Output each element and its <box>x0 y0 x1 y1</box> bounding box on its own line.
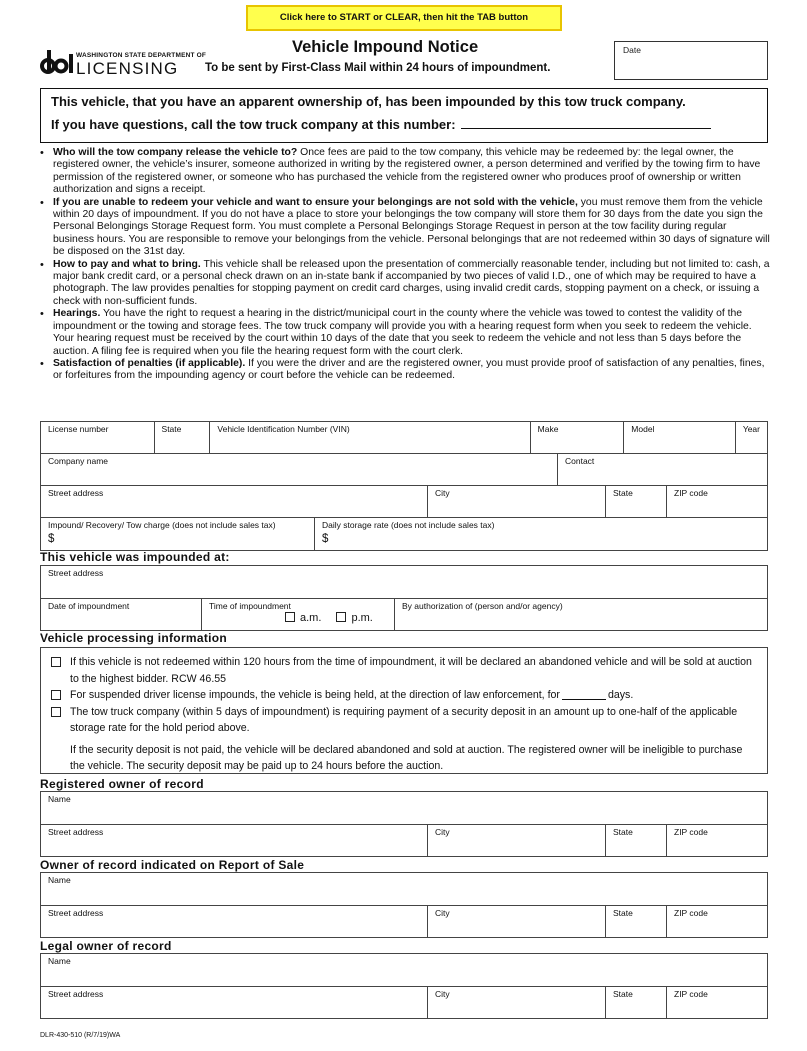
impound-location-table <box>40 565 768 599</box>
contact-field[interactable]: Contact <box>558 454 768 486</box>
model-field[interactable]: Model <box>624 422 736 454</box>
impound-time-field[interactable]: Time of impoundment a.m. p.m. <box>202 599 395 631</box>
zip-field[interactable]: ZIP code <box>667 486 768 518</box>
impound-date-field[interactable]: Date of impoundment <box>41 599 202 631</box>
deposit-note: If the security deposit is not paid, the vehicle will be declared abandoned and sold at auction. The registered owner will be ineligible to purchase the vehicle. The security deposit may be paid up to 24 hours before the auction. <box>70 743 743 772</box>
impound-street-field[interactable]: Street address <box>41 566 768 599</box>
state-field[interactable]: State <box>606 825 667 857</box>
charges-table <box>40 517 768 551</box>
registered-owner-heading: Registered owner of record <box>40 777 204 791</box>
processing-item: If this vehicle is not redeemed within 120 hours from the time of impoundment, it will be declared an abandoned vehicle and will be sold at auction to the highest bidder. RCW 46.55 <box>49 654 759 687</box>
legal-owner-address-table <box>40 986 768 1019</box>
security-deposit-checkbox[interactable] <box>51 707 61 717</box>
legal-owner-name-field[interactable]: Name <box>41 954 768 987</box>
bullet-item: • If you are unable to redeem your vehicle and want to ensure your belongings are not sold with the vehicle, you must remove them from the vehicle within 20 days of impoundment. If you do not have a place to store your belongings the tow company will store them for 30 days from the date you sign the Personal Belongings Storage Request form. You must complete a Personal Belongings Storage Request in person at the tow facility during regular business hours. You are responsible to remove your belongings from the vehicle. Personal belongings that are not redeemed within 30 days of signature will be disposed on the 31st day. <box>38 197 770 259</box>
street-address-field[interactable]: Street address <box>41 987 428 1019</box>
notice-line2-row <box>51 117 757 132</box>
vehicle-info-table <box>40 421 768 454</box>
processing-item: The tow truck company (within 5 days of impoundment) is requiring payment of a security deposit in an amount up to one-half of the applicable storage rate for the hold period above. <box>49 704 759 737</box>
make-field[interactable]: Make <box>530 422 624 454</box>
city-field[interactable]: City <box>428 987 606 1019</box>
notice-line1: This vehicle, that you have an apparent ownership of, has been impounded by this tow truck company. <box>51 94 686 109</box>
dol-logo <box>40 50 76 74</box>
city-field[interactable]: City <box>428 825 606 857</box>
state-field[interactable]: State <box>606 906 667 938</box>
street-address-field[interactable]: Street address <box>41 486 428 518</box>
state-field[interactable]: State <box>154 422 210 454</box>
state-field[interactable]: State <box>606 486 667 518</box>
tow-charge-field[interactable]: Impound/ Recovery/ Tow charge (does not include sales tax) $ <box>41 518 315 551</box>
sale-owner-name-table <box>40 872 768 906</box>
legal-owner-heading: Legal owner of record <box>40 939 172 953</box>
street-address-field[interactable]: Street address <box>41 906 428 938</box>
bullet-item: • How to pay and what to bring. This vehicle shall be released upon the presentation of commercially reasonable tender, including but not limited to: cash, a major bank credit card, or a personal check drawn on an in-state bank if accompanied by two pieces of valid I.D., one of which may be required to have a photograph. The law provides penalties for stopping payment on credit card charges, using invalid credit cards, stopping payment on a check, or issuing a check with non-sufficient funds. <box>38 259 770 309</box>
registered-owner-address-table <box>40 824 768 857</box>
notice-box <box>40 88 768 143</box>
license-number-field[interactable]: License number <box>41 422 155 454</box>
processing-heading: Vehicle processing information <box>40 631 228 645</box>
zip-field[interactable]: ZIP code <box>667 987 768 1019</box>
year-field[interactable]: Year <box>735 422 767 454</box>
suspended-license-checkbox[interactable] <box>51 690 61 700</box>
page-title: Vehicle Impound Notice <box>292 38 479 56</box>
agency-line2: LICENSING <box>76 59 179 78</box>
start-clear-button[interactable]: Click here to START or CLEAR, then hit the TAB button <box>246 5 562 31</box>
impound-time-table <box>40 598 768 631</box>
form-number: DLR-430-510 (R/7/19)WA <box>40 1032 121 1039</box>
abandoned-checkbox[interactable] <box>51 657 61 667</box>
legal-owner-name-table <box>40 953 768 987</box>
sale-owner-address-table <box>40 905 768 938</box>
vin-field[interactable]: Vehicle Identification Number (VIN) <box>210 422 530 454</box>
company-table <box>40 453 768 486</box>
registered-owner-name-table <box>40 791 768 825</box>
state-field[interactable]: State <box>606 987 667 1019</box>
bullet-item: • Satisfaction of penalties (if applicable). If you were the driver and are the registered owner, you must provide proof of satisfaction of any penalties, fines, or forfeitures from the impounding agency or court before the vehicle can be redeemed. <box>38 358 770 383</box>
authorization-field[interactable]: By authorization of (person and/or agency) <box>395 599 768 631</box>
report-of-sale-heading: Owner of record indicated on Report of Sale <box>40 858 305 872</box>
registered-owner-name-field[interactable]: Name <box>41 792 768 825</box>
agency-line1: WASHINGTON STATE DEPARTMENT OF <box>76 52 207 59</box>
date-field[interactable] <box>614 41 768 80</box>
city-field[interactable]: City <box>428 906 606 938</box>
sale-owner-name-field[interactable]: Name <box>41 873 768 906</box>
zip-field[interactable]: ZIP code <box>667 906 768 938</box>
company-address-table <box>40 485 768 518</box>
street-address-field[interactable]: Street address <box>41 825 428 857</box>
company-name-field[interactable]: Company name <box>41 454 558 486</box>
pm-checkbox[interactable] <box>336 612 346 622</box>
phone-number-field[interactable] <box>461 128 711 129</box>
processing-item: For suspended driver license impounds, the vehicle is being held, at the direction of law enforcement, for days. <box>49 687 759 704</box>
bullet-item: • Who will the tow company release the vehicle to? Once fees are paid to the tow company, this vehicle may be redeemed by: the legal owner, the registered owner, the vehicle’s insurer, someone authorized in writing by the registered owner, a person determined and verified by the towing firm to have permission of the registered owner, or someone who has purchased the vehicle from the registered owner who produces proof of ownership or written authorization and signs a receipt. <box>38 147 770 197</box>
notice-line2: If you have questions, call the tow truck company at this number: <box>51 117 456 132</box>
daily-storage-field[interactable]: Daily storage rate (does not include sales tax) $ <box>315 518 768 551</box>
city-field[interactable]: City <box>428 486 606 518</box>
hold-days-field[interactable] <box>562 690 606 700</box>
date-label: Date <box>623 45 641 55</box>
am-checkbox[interactable] <box>285 612 295 622</box>
bullet-item: • Hearings. You have the right to request a hearing in the district/municipal court in the county where the vehicle was towed to contest the validity of the impoundment or the towing and storage fees. The tow truck company will provide you with a hearing request form when you seek to redeem the vehicle. Your hearing request must be received by the court within 10 days of the date that you seek to redeem the vehicle and not less than 5 days before the auction. A filing fee is required when you file the hearing request form with the court clerk. <box>38 308 770 358</box>
zip-field[interactable]: ZIP code <box>667 825 768 857</box>
page-subtitle: To be sent by First-Class Mail within 24 hours of impoundment. <box>205 62 551 74</box>
info-bullets <box>38 147 770 383</box>
impounded-at-heading: This vehicle was impounded at: <box>40 550 230 564</box>
processing-box <box>40 647 768 774</box>
